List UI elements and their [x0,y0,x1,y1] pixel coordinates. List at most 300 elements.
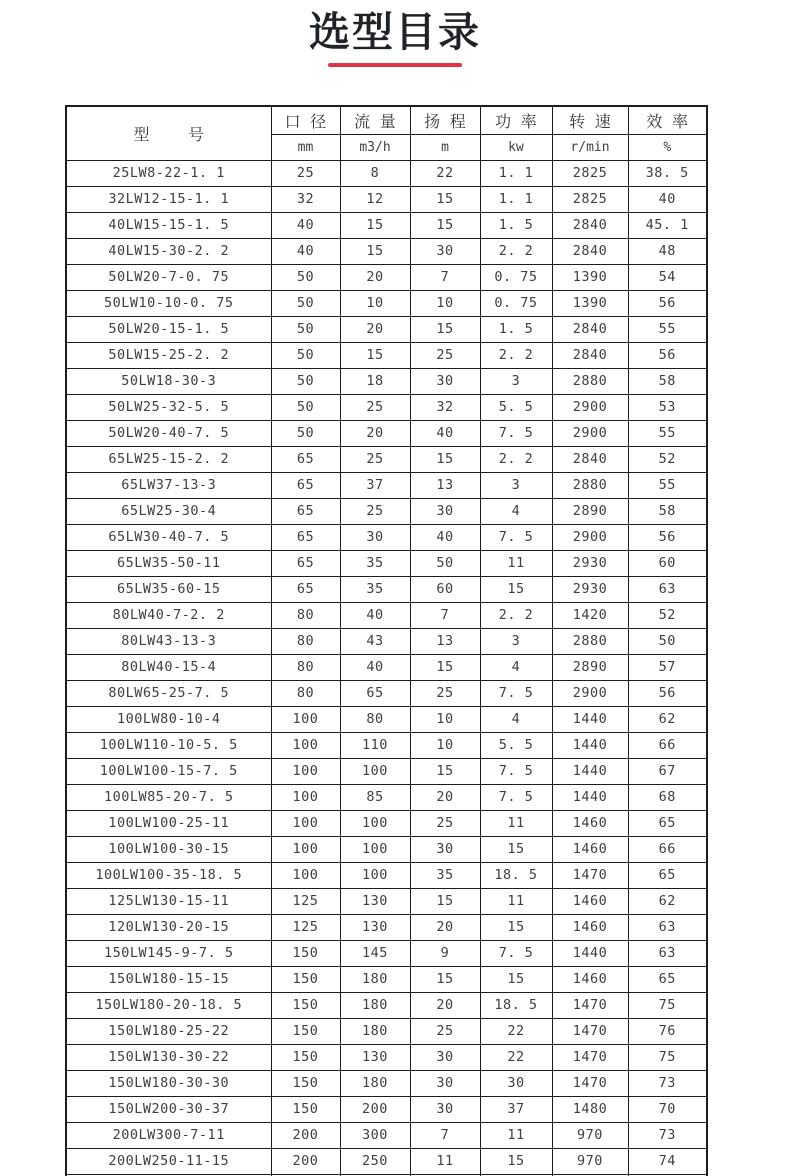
value-cell: 2840 [552,238,628,264]
value-cell: 20 [340,316,410,342]
model-cell: 50LW25-32-5. 5 [66,394,271,420]
value-cell: 100 [271,706,340,732]
value-cell: 2880 [552,472,628,498]
value-cell: 150 [271,1070,340,1096]
table-row [66,264,707,290]
value-cell: 74 [628,1148,707,1174]
value-cell: 50 [410,550,480,576]
value-cell: 1390 [552,264,628,290]
value-cell: 35 [340,576,410,602]
value-cell: 2. 2 [480,602,552,628]
model-cell: 150LW180-25-22 [66,1018,271,1044]
value-cell: 56 [628,524,707,550]
model-cell: 50LW10-10-0. 75 [66,290,271,316]
model-cell: 65LW25-15-2. 2 [66,446,271,472]
table-row [66,290,707,316]
value-cell: 80 [340,706,410,732]
value-cell: 11 [480,550,552,576]
value-cell: 8 [340,160,410,186]
model-cell: 125LW130-15-11 [66,888,271,914]
value-cell: 57 [628,654,707,680]
value-cell: 65 [271,576,340,602]
table-row [66,810,707,836]
table-row [66,316,707,342]
model-cell: 50LW15-25-2. 2 [66,342,271,368]
value-cell: 55 [628,472,707,498]
value-cell: 65 [340,680,410,706]
title-underline-divider [328,63,462,67]
value-cell: 56 [628,680,707,706]
value-cell: 3 [480,472,552,498]
value-cell: 3 [480,628,552,654]
unit-power: kw [480,134,552,160]
value-cell: 18 [340,368,410,394]
value-cell: 180 [340,1070,410,1096]
value-cell: 67 [628,758,707,784]
value-cell: 15 [410,446,480,472]
value-cell: 1470 [552,1018,628,1044]
table-row [66,368,707,394]
value-cell: 65 [628,966,707,992]
unit-head: m [410,134,480,160]
value-cell: 48 [628,238,707,264]
value-cell: 80 [271,654,340,680]
value-cell: 10 [410,706,480,732]
table-row [66,836,707,862]
value-cell: 11 [480,888,552,914]
model-cell: 32LW12-15-1. 1 [66,186,271,212]
value-cell: 100 [271,784,340,810]
table-row [66,602,707,628]
model-cell: 150LW200-30-37 [66,1096,271,1122]
value-cell: 37 [340,472,410,498]
value-cell: 30 [340,524,410,550]
value-cell: 30 [410,498,480,524]
value-cell: 25 [340,394,410,420]
value-cell: 15 [340,238,410,264]
table-row [66,1122,707,1148]
value-cell: 40 [410,420,480,446]
model-cell: 50LW20-15-1. 5 [66,316,271,342]
table-header [66,106,707,160]
value-cell: 180 [340,992,410,1018]
value-cell: 100 [271,862,340,888]
value-cell: 53 [628,394,707,420]
value-cell: 58 [628,498,707,524]
value-cell: 125 [271,914,340,940]
table-row [66,1044,707,1070]
value-cell: 15 [340,212,410,238]
value-cell: 2. 2 [480,238,552,264]
value-cell: 100 [340,836,410,862]
unit-diameter: mm [271,134,340,160]
value-cell: 1480 [552,1096,628,1122]
value-cell: 180 [340,966,410,992]
value-cell: 15 [480,836,552,862]
table-row [66,472,707,498]
value-cell: 22 [480,1044,552,1070]
table-row [66,888,707,914]
value-cell: 25 [410,680,480,706]
value-cell: 2840 [552,342,628,368]
value-cell: 110 [340,732,410,758]
model-cell: 40LW15-30-2. 2 [66,238,271,264]
value-cell: 40 [340,602,410,628]
value-cell: 25 [410,810,480,836]
table-row [66,342,707,368]
value-cell: 15 [480,966,552,992]
table-row [66,628,707,654]
model-cell: 25LW8-22-1. 1 [66,160,271,186]
model-cell: 80LW43-13-3 [66,628,271,654]
value-cell: 150 [271,940,340,966]
value-cell: 1470 [552,1044,628,1070]
model-cell: 80LW40-7-2. 2 [66,602,271,628]
value-cell: 30 [410,836,480,862]
value-cell: 1. 1 [480,160,552,186]
value-cell: 18. 5 [480,992,552,1018]
value-cell: 40 [340,654,410,680]
value-cell: 20 [410,784,480,810]
value-cell: 52 [628,602,707,628]
value-cell: 7 [410,602,480,628]
value-cell: 65 [628,810,707,836]
model-cell: 40LW15-15-1. 5 [66,212,271,238]
value-cell: 1440 [552,784,628,810]
value-cell: 4 [480,654,552,680]
value-cell: 50 [271,394,340,420]
model-cell: 50LW20-40-7. 5 [66,420,271,446]
value-cell: 0. 75 [480,264,552,290]
value-cell: 30 [410,368,480,394]
value-cell: 2880 [552,368,628,394]
value-cell: 62 [628,706,707,732]
value-cell: 1470 [552,992,628,1018]
value-cell: 63 [628,914,707,940]
value-cell: 1. 5 [480,316,552,342]
value-cell: 50 [271,290,340,316]
value-cell: 38. 5 [628,160,707,186]
value-cell: 2930 [552,576,628,602]
value-cell: 150 [271,992,340,1018]
value-cell: 66 [628,836,707,862]
value-cell: 15 [410,186,480,212]
value-cell: 1460 [552,966,628,992]
value-cell: 15 [480,914,552,940]
value-cell: 30 [410,1096,480,1122]
value-cell: 56 [628,342,707,368]
value-cell: 7. 5 [480,680,552,706]
value-cell: 1460 [552,810,628,836]
model-cell: 50LW20-7-0. 75 [66,264,271,290]
model-cell: 150LW145-9-7. 5 [66,940,271,966]
value-cell: 2900 [552,394,628,420]
value-cell: 65 [271,550,340,576]
value-cell: 15 [410,758,480,784]
table-row [66,1148,707,1174]
value-cell: 65 [271,498,340,524]
model-cell: 80LW65-25-7. 5 [66,680,271,706]
model-cell: 65LW35-50-11 [66,550,271,576]
value-cell: 1470 [552,862,628,888]
value-cell: 80 [271,680,340,706]
value-cell: 150 [271,1096,340,1122]
value-cell: 2825 [552,160,628,186]
column-header-head: 扬 程 [410,106,480,134]
unit-efficiency: % [628,134,707,160]
value-cell: 66 [628,732,707,758]
value-cell: 30 [410,238,480,264]
value-cell: 20 [410,914,480,940]
table-row [66,966,707,992]
model-cell: 65LW35-60-15 [66,576,271,602]
value-cell: 15 [410,654,480,680]
table-row [66,862,707,888]
table-row [66,186,707,212]
value-cell: 100 [340,758,410,784]
value-cell: 15 [410,316,480,342]
model-cell: 150LW130-30-22 [66,1044,271,1070]
table-row [66,446,707,472]
model-cell: 120LW130-20-15 [66,914,271,940]
value-cell: 73 [628,1122,707,1148]
value-cell: 20 [340,420,410,446]
value-cell: 56 [628,290,707,316]
value-cell: 25 [410,1018,480,1044]
value-cell: 52 [628,446,707,472]
value-cell: 30 [480,1070,552,1096]
model-cell: 150LW180-20-18. 5 [66,992,271,1018]
value-cell: 25 [340,446,410,472]
value-cell: 150 [271,1018,340,1044]
value-cell: 2900 [552,680,628,706]
value-cell: 1. 5 [480,212,552,238]
value-cell: 1420 [552,602,628,628]
model-cell: 100LW100-25-11 [66,810,271,836]
value-cell: 11 [410,1148,480,1174]
value-cell: 54 [628,264,707,290]
table-row [66,732,707,758]
value-cell: 68 [628,784,707,810]
table-row [66,680,707,706]
value-cell: 2840 [552,446,628,472]
table-row [66,914,707,940]
value-cell: 25 [340,498,410,524]
value-cell: 32 [271,186,340,212]
value-cell: 25 [410,342,480,368]
value-cell: 130 [340,914,410,940]
table-row [66,524,707,550]
model-cell: 80LW40-15-4 [66,654,271,680]
value-cell: 76 [628,1018,707,1044]
value-cell: 15 [340,342,410,368]
value-cell: 43 [340,628,410,654]
value-cell: 35 [410,862,480,888]
value-cell: 1440 [552,940,628,966]
column-header-power: 功 率 [480,106,552,134]
value-cell: 75 [628,992,707,1018]
page-title: 选型目录 [309,8,481,56]
value-cell: 200 [271,1148,340,1174]
value-cell: 2840 [552,316,628,342]
table-body [66,160,707,1176]
value-cell: 10 [410,732,480,758]
value-cell: 30 [410,1044,480,1070]
table-row [66,654,707,680]
value-cell: 22 [410,160,480,186]
value-cell: 75 [628,1044,707,1070]
value-cell: 1440 [552,732,628,758]
value-cell: 58 [628,368,707,394]
model-cell: 100LW80-10-4 [66,706,271,732]
value-cell: 150 [271,1044,340,1070]
value-cell: 55 [628,420,707,446]
value-cell: 180 [340,1018,410,1044]
value-cell: 2. 2 [480,342,552,368]
table-row [66,1070,707,1096]
value-cell: 2900 [552,524,628,550]
model-cell: 200LW300-7-11 [66,1122,271,1148]
value-cell: 60 [628,550,707,576]
value-cell: 100 [271,732,340,758]
value-cell: 3 [480,368,552,394]
model-cell: 100LW100-15-7. 5 [66,758,271,784]
value-cell: 65 [271,446,340,472]
unit-speed: r/min [552,134,628,160]
value-cell: 11 [480,810,552,836]
value-cell: 37 [480,1096,552,1122]
model-cell: 200LW250-11-15 [66,1148,271,1174]
value-cell: 2900 [552,420,628,446]
table-row [66,940,707,966]
value-cell: 70 [628,1096,707,1122]
value-cell: 5. 5 [480,394,552,420]
value-cell: 65 [271,524,340,550]
model-cell: 50LW18-30-3 [66,368,271,394]
column-header-flow: 流 量 [340,106,410,134]
value-cell: 4 [480,706,552,732]
value-cell: 63 [628,940,707,966]
value-cell: 22 [480,1018,552,1044]
value-cell: 2825 [552,186,628,212]
value-cell: 55 [628,316,707,342]
value-cell: 11 [480,1122,552,1148]
value-cell: 1470 [552,1070,628,1096]
value-cell: 20 [410,992,480,1018]
value-cell: 7. 5 [480,784,552,810]
value-cell: 85 [340,784,410,810]
value-cell: 73 [628,1070,707,1096]
value-cell: 7. 5 [480,524,552,550]
column-header-diameter: 口 径 [271,106,340,134]
value-cell: 50 [271,342,340,368]
value-cell: 15 [410,212,480,238]
value-cell: 50 [271,264,340,290]
value-cell: 15 [410,966,480,992]
table-row [66,1096,707,1122]
value-cell: 65 [271,472,340,498]
value-cell: 1440 [552,706,628,732]
value-cell: 15 [410,888,480,914]
value-cell: 250 [340,1148,410,1174]
value-cell: 13 [410,628,480,654]
value-cell: 18. 5 [480,862,552,888]
unit-flow: m3/h [340,134,410,160]
table-row [66,784,707,810]
value-cell: 50 [271,368,340,394]
value-cell: 970 [552,1148,628,1174]
value-cell: 10 [410,290,480,316]
value-cell: 100 [340,810,410,836]
value-cell: 145 [340,940,410,966]
table-row [66,1018,707,1044]
value-cell: 970 [552,1122,628,1148]
value-cell: 2890 [552,498,628,524]
value-cell: 100 [271,758,340,784]
table-row [66,420,707,446]
value-cell: 13 [410,472,480,498]
value-cell: 100 [271,810,340,836]
value-cell: 25 [271,160,340,186]
table-row [66,706,707,732]
value-cell: 200 [271,1122,340,1148]
value-cell: 300 [340,1122,410,1148]
table-row [66,498,707,524]
model-cell: 150LW180-30-30 [66,1070,271,1096]
value-cell: 2930 [552,550,628,576]
value-cell: 63 [628,576,707,602]
value-cell: 7 [410,1122,480,1148]
value-cell: 1390 [552,290,628,316]
value-cell: 100 [271,836,340,862]
value-cell: 1460 [552,888,628,914]
value-cell: 60 [410,576,480,602]
value-cell: 40 [410,524,480,550]
table-row [66,576,707,602]
value-cell: 62 [628,888,707,914]
table-row [66,394,707,420]
value-cell: 50 [271,420,340,446]
value-cell: 45. 1 [628,212,707,238]
model-cell: 100LW85-20-7. 5 [66,784,271,810]
value-cell: 4 [480,498,552,524]
column-header-efficiency: 效 率 [628,106,707,134]
model-cell: 65LW30-40-7. 5 [66,524,271,550]
value-cell: 80 [271,602,340,628]
value-cell: 7 [410,264,480,290]
table-row [66,758,707,784]
value-cell: 9 [410,940,480,966]
pump-selection-table [65,105,708,1176]
model-cell: 100LW110-10-5. 5 [66,732,271,758]
value-cell: 200 [340,1096,410,1122]
value-cell: 7. 5 [480,758,552,784]
value-cell: 2880 [552,628,628,654]
value-cell: 7. 5 [480,420,552,446]
value-cell: 50 [271,316,340,342]
value-cell: 130 [340,888,410,914]
value-cell: 40 [628,186,707,212]
value-cell: 1460 [552,914,628,940]
table-row [66,212,707,238]
value-cell: 1. 1 [480,186,552,212]
column-header-speed: 转 速 [552,106,628,134]
value-cell: 1440 [552,758,628,784]
value-cell: 150 [271,966,340,992]
table-row [66,992,707,1018]
value-cell: 65 [628,862,707,888]
value-cell: 10 [340,290,410,316]
